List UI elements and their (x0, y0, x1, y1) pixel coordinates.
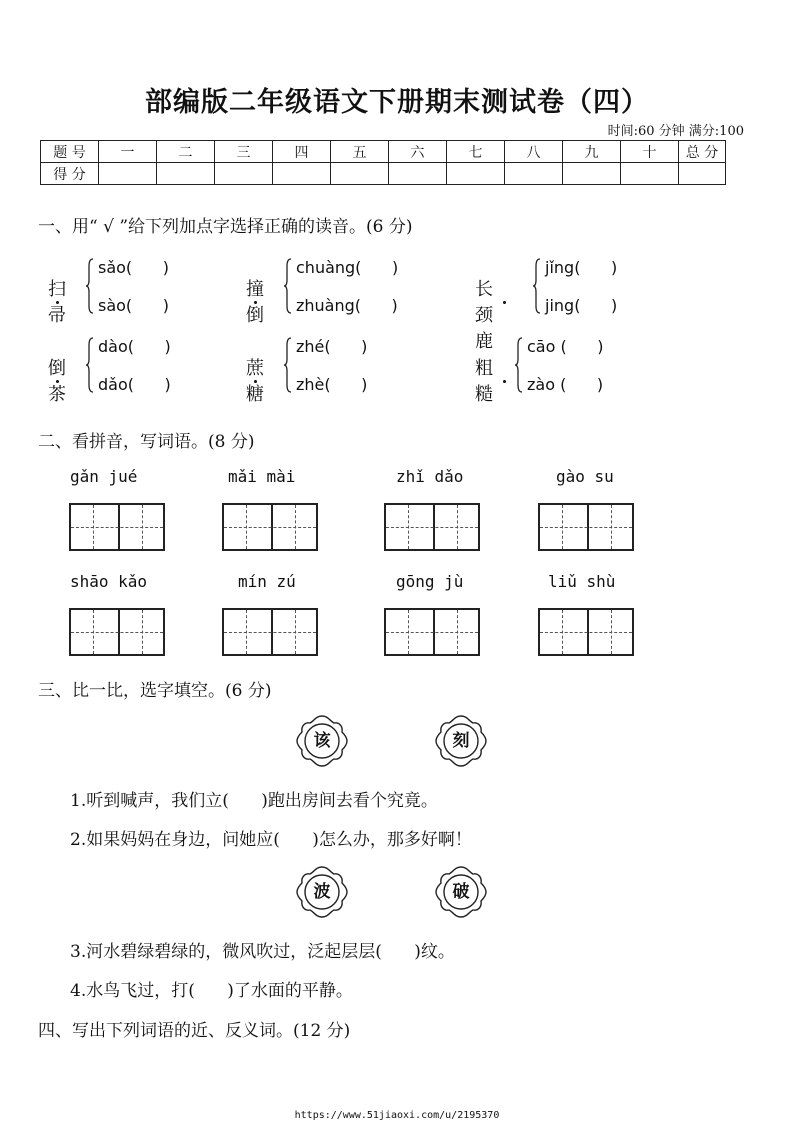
brace-icon (86, 337, 94, 393)
group-word: 倒茶 (48, 358, 66, 405)
score-input-cell[interactable] (157, 163, 215, 185)
score-table-cell: 六 (389, 141, 447, 163)
pinyin-prompt: gào su (556, 467, 614, 486)
score-input-cell[interactable] (389, 163, 447, 185)
emphasis-dot-icon (56, 380, 59, 383)
pinyin-option[interactable]: zhuàng( ) (296, 296, 398, 315)
pinyin-option[interactable]: jǐng( ) (545, 258, 618, 277)
emphasis-dot-icon (503, 301, 506, 304)
brace-icon (515, 337, 523, 393)
score-table (40, 140, 726, 185)
writing-grid[interactable] (384, 608, 480, 656)
pinyin-option[interactable]: zào ( ) (527, 375, 604, 394)
pinyin-prompt: zhǐ dǎo (396, 467, 464, 486)
score-table-cell: 二 (157, 141, 215, 163)
score-input-cell[interactable] (505, 163, 563, 185)
score-table-cell: 八 (505, 141, 563, 163)
score-input-cell[interactable] (621, 163, 679, 185)
score-table-cell: 总 分 (679, 141, 726, 163)
group-word: 撞倒 (246, 279, 264, 326)
section4-heading: 四、写出下列词语的近、反义词。(12 分) (38, 1021, 351, 1041)
choice-char: 破 (452, 882, 470, 902)
choice-char: 该 (313, 731, 331, 751)
score-table-cell: 三 (215, 141, 273, 163)
brace-icon (284, 337, 292, 393)
pinyin-option[interactable]: dǎo( ) (98, 375, 171, 394)
pinyin-option[interactable]: sào( ) (98, 296, 169, 315)
emphasis-dot-icon (503, 380, 506, 383)
flower-char-badge (433, 713, 489, 769)
section2-heading: 二、看拼音，写词语。(8 分) (38, 432, 255, 452)
pinyin-prompt: gōng jù (396, 572, 464, 591)
pinyin-prompt: gǎn jué (70, 467, 138, 486)
score-input-cell[interactable] (99, 163, 157, 185)
writing-grid[interactable] (222, 503, 318, 551)
section1-heading: 一、用“ √ ”给下列加点字选择正确的读音。(6 分) (38, 217, 413, 237)
emphasis-dot-icon (56, 301, 59, 304)
writing-grid[interactable] (222, 608, 318, 656)
writing-grid[interactable] (538, 608, 634, 656)
group-word: 粗糙 (475, 358, 493, 405)
score-table-cell: 一 (99, 141, 157, 163)
writing-grid[interactable] (384, 503, 480, 551)
page-title: 部编版二年级语文下册期末测试卷（四） (145, 87, 649, 118)
choice-char: 刻 (452, 731, 470, 751)
pinyin-prompt: mín zú (238, 572, 296, 591)
score-input-cell[interactable] (215, 163, 273, 185)
fill-sentence[interactable]: 2.如果妈妈在身边，问她应( )怎么办，那多好啊！ (70, 830, 472, 850)
fill-sentence[interactable]: 4.水鸟飞过，打( )了水面的平静。 (70, 981, 353, 1001)
brace-icon (86, 258, 94, 314)
pinyin-option[interactable]: sǎo( ) (98, 258, 169, 277)
brace-icon (284, 258, 292, 314)
score-table-header-row (41, 141, 726, 163)
flower-char-badge (294, 864, 350, 920)
fill-sentence[interactable]: 1.听到喊声，我们立( )跑出房间去看个究竟。 (70, 791, 438, 811)
score-table-cell: 五 (331, 141, 389, 163)
pinyin-option[interactable]: dào( ) (98, 337, 171, 356)
score-input-cell[interactable] (563, 163, 621, 185)
score-table-cell: 十 (621, 141, 679, 163)
writing-grid[interactable] (538, 503, 634, 551)
score-table-cell: 九 (563, 141, 621, 163)
flower-char-badge (433, 864, 489, 920)
score-input-cell[interactable] (447, 163, 505, 185)
choice-char: 波 (313, 882, 331, 902)
fill-sentence[interactable]: 3.河水碧绿碧绿的，微风吹过，泛起层层( )纹。 (70, 942, 455, 962)
brace-icon (533, 258, 541, 314)
footer-url[interactable]: https://www.51jiaoxi.com/u/2195370 (294, 1110, 500, 1121)
group-word: 长颈鹿 (475, 279, 493, 352)
pinyin-option[interactable]: zhè( ) (296, 375, 368, 394)
score-table-score-row (41, 163, 726, 185)
score-table-cell: 四 (273, 141, 331, 163)
score-input-cell[interactable] (273, 163, 331, 185)
pinyin-prompt: shāo kǎo (70, 572, 148, 591)
flower-char-badge (294, 713, 350, 769)
score-table-cell: 题 号 (41, 141, 99, 163)
section3-heading: 三、比一比，选字填空。(6 分) (38, 681, 272, 701)
group-word: 扫帚 (48, 279, 66, 326)
pinyin-option[interactable]: chuàng( ) (296, 258, 399, 277)
pinyin-prompt: mǎi mài (228, 467, 296, 486)
pinyin-prompt: liǔ shù (548, 572, 616, 591)
score-table-cell: 七 (447, 141, 505, 163)
emphasis-dot-icon (254, 380, 257, 383)
score-input-cell[interactable] (679, 163, 726, 185)
time-info: 时间:60 分钟 满分:100 (607, 124, 744, 139)
writing-grid[interactable] (69, 503, 165, 551)
pinyin-option[interactable]: jing( ) (545, 296, 618, 315)
group-word: 蔗糖 (246, 358, 264, 405)
writing-grid[interactable] (69, 608, 165, 656)
pinyin-option[interactable]: cāo ( ) (527, 337, 604, 356)
pinyin-option[interactable]: zhé( ) (296, 337, 368, 356)
score-input-cell[interactable] (331, 163, 389, 185)
emphasis-dot-icon (254, 301, 257, 304)
score-table-cell: 得 分 (41, 163, 99, 185)
